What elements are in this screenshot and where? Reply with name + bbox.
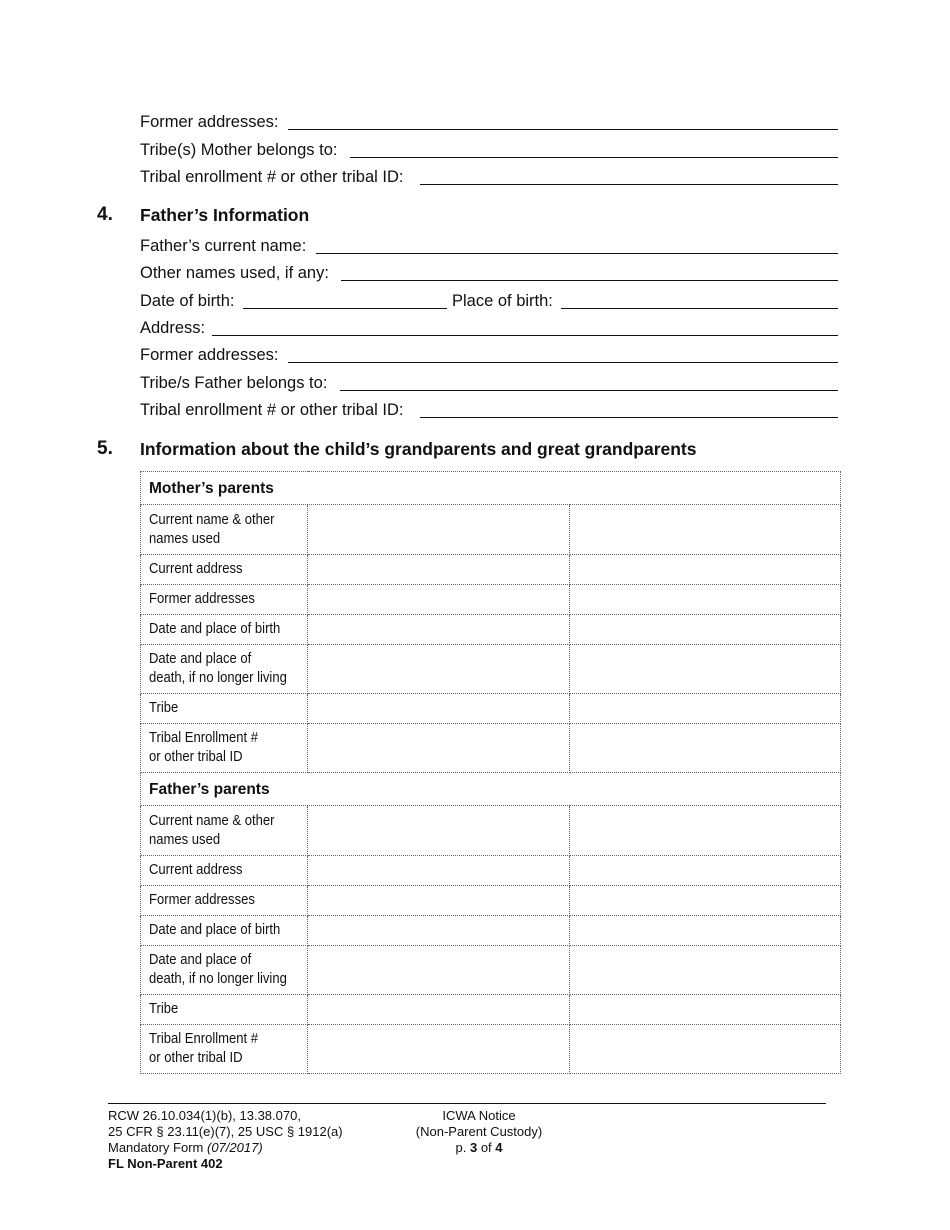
father-tribes-label: Tribe/s Father belongs to: [140,374,328,392]
row-label: Current address [141,555,308,585]
table-cell[interactable] [308,585,570,615]
row-label: Date and place of death, if no longer living [141,946,308,995]
table-cell[interactable] [308,645,570,694]
row-label: Current name & other names used [141,806,308,856]
table-cell[interactable] [570,916,841,946]
table-cell[interactable] [570,505,841,555]
table-row [141,555,841,585]
father-enrollment-field[interactable] [420,417,838,418]
row-label: Tribe [141,694,308,724]
footer-statute-1: RCW 26.10.034(1)(b), 13.38.070, [108,1108,301,1123]
table-cell[interactable] [308,856,570,886]
table-cell[interactable] [570,995,841,1025]
table-cell[interactable] [570,806,841,856]
father-current-name-label: Father’s current name: [140,237,307,255]
table-cell[interactable] [308,694,570,724]
father-former-addresses-label: Former addresses: [140,346,279,364]
footer-doc-subtitle: (Non-Parent Custody) [415,1124,543,1139]
footer-doc-title: ICWA Notice [442,1108,516,1123]
father-other-names-label: Other names used, if any: [140,264,329,282]
mother-tribes-field[interactable] [350,157,838,158]
table-cell[interactable] [570,645,841,694]
table-cell[interactable] [308,995,570,1025]
row-label: Date and place of birth [141,615,308,645]
father-dob-label: Date of birth: [140,292,235,310]
row-label: Current name & other names used [141,505,308,555]
table-row [141,615,841,645]
grandparents-table [140,471,841,1074]
fathers-parents-header-row [141,773,841,806]
table-row [141,946,841,995]
father-current-name-field[interactable] [316,253,838,254]
fathers-parents-heading: Father’s parents [141,773,841,806]
table-cell[interactable] [570,946,841,995]
row-label: Date and place of death, if no longer living [141,645,308,694]
table-row [141,916,841,946]
table-cell[interactable] [570,585,841,615]
table-cell[interactable] [308,505,570,555]
footer-statute-2: 25 CFR § 23.11(e)(7), 25 USC § 1912(a) [108,1124,343,1139]
table-cell[interactable] [308,886,570,916]
father-dob-field[interactable] [243,308,447,309]
footer-doc-info [404,1108,554,1156]
table-cell[interactable] [308,1025,570,1074]
mother-tribes-label: Tribe(s) Mother belongs to: [140,141,338,159]
mother-former-addresses-field[interactable] [288,129,838,130]
footer-statutes [108,1108,343,1172]
row-label: Tribe [141,995,308,1025]
table-row [141,724,841,773]
father-enrollment-label: Tribal enrollment # or other tribal ID: [140,401,404,419]
father-pob-label: Place of birth: [452,292,553,310]
table-cell[interactable] [308,555,570,585]
table-cell[interactable] [570,555,841,585]
footer-mandatory: Mandatory Form (07/2017) [108,1140,263,1155]
table-row [141,585,841,615]
father-tribes-field[interactable] [340,390,838,391]
footer-page-number: p. 3 of 4 [455,1140,503,1155]
table-row [141,856,841,886]
section-4-number: 4. [97,204,113,225]
table-cell[interactable] [570,694,841,724]
father-address-field[interactable] [212,335,838,336]
table-row [141,1025,841,1074]
father-pob-field[interactable] [561,308,838,309]
father-address-label: Address: [140,319,206,337]
table-cell[interactable] [570,724,841,773]
mother-enrollment-field[interactable] [420,184,838,185]
mother-enrollment-label: Tribal enrollment # or other tribal ID: [140,168,404,186]
footer-divider [108,1103,826,1104]
table-row [141,694,841,724]
row-label: Current address [141,856,308,886]
table-cell[interactable] [570,615,841,645]
table-cell[interactable] [308,615,570,645]
table-row [141,995,841,1025]
row-label: Tribal Enrollment # or other tribal ID [141,1025,308,1074]
mothers-parents-heading: Mother’s parents [141,472,841,505]
section-4-title: Father’s Information [140,205,310,225]
row-label: Former addresses [141,585,308,615]
father-other-names-field[interactable] [341,280,838,281]
table-row [141,505,841,555]
footer-form-id: FL Non-Parent 402 [108,1156,223,1171]
father-former-addresses-field[interactable] [288,362,838,363]
table-cell[interactable] [570,1025,841,1074]
table-cell[interactable] [570,856,841,886]
row-label: Date and place of birth [141,916,308,946]
table-cell[interactable] [570,886,841,916]
row-label: Former addresses [141,886,308,916]
row-label: Tribal Enrollment # or other tribal ID [141,724,308,773]
table-cell[interactable] [308,806,570,856]
section-5-number: 5. [97,438,113,459]
table-cell[interactable] [308,916,570,946]
table-row [141,886,841,916]
mother-former-addresses-label: Former addresses: [140,113,279,131]
table-cell[interactable] [308,946,570,995]
table-row [141,806,841,856]
table-row [141,645,841,694]
mothers-parents-header-row [141,472,841,505]
section-5-title: Information about the child’s grandparents and great grandparents [140,439,697,459]
table-cell[interactable] [308,724,570,773]
